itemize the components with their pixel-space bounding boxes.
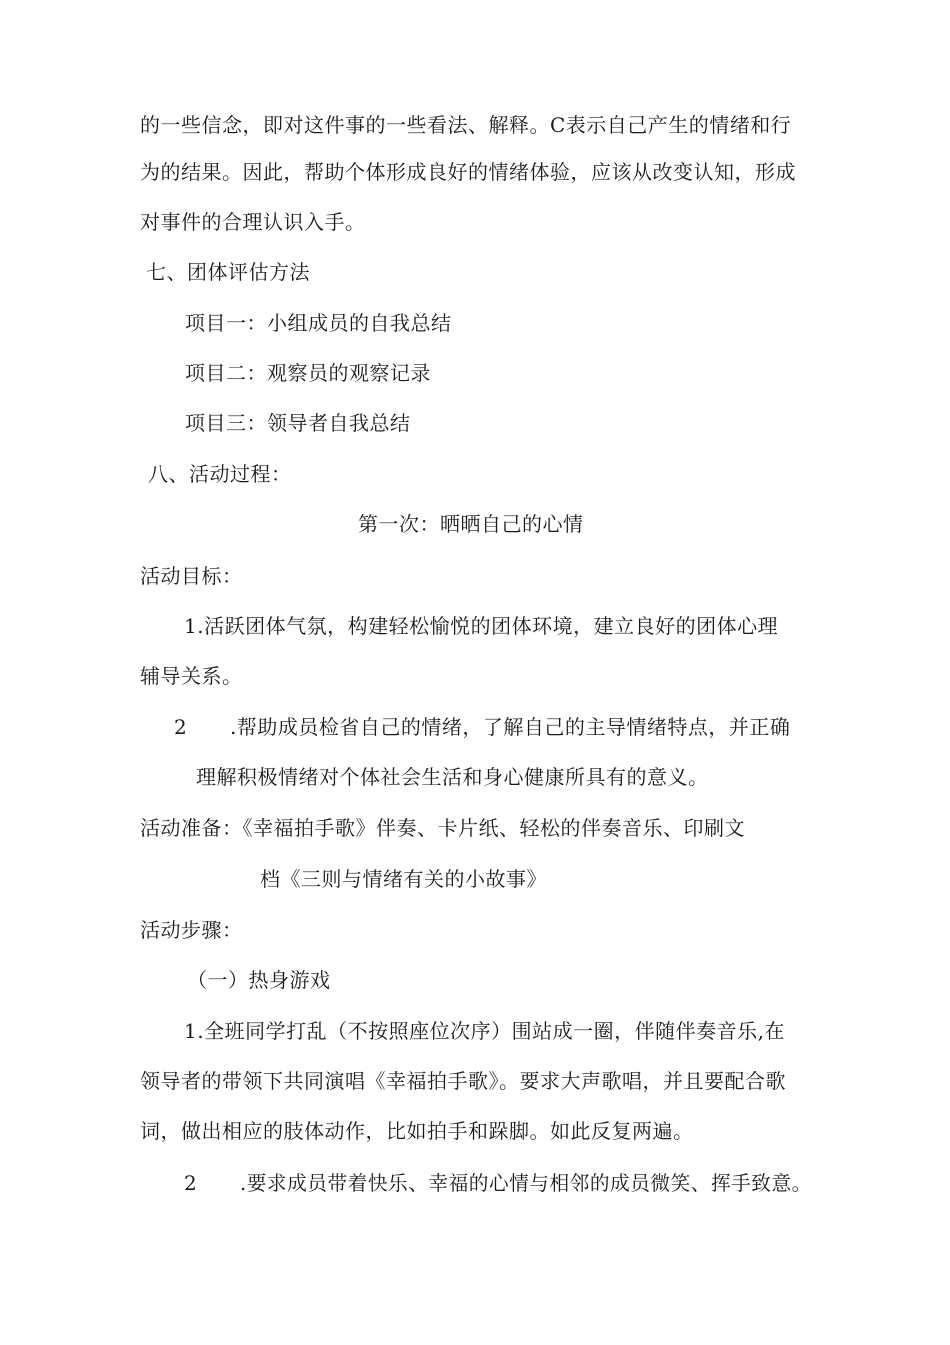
step-1-number: 1 (184, 1019, 198, 1043)
section-heading-evaluation: 七、团体评估方法 (146, 260, 310, 284)
step-2-number: 2 (184, 1171, 198, 1195)
session-title: 第一次：晒晒自己的心情 (358, 512, 584, 536)
step-2-text: .要求成员带着快乐、幸福的心情与相邻的成员微笑、挥手致意。 (240, 1171, 812, 1195)
evaluation-item: 项目二：观察员的观察记录 (185, 361, 431, 385)
goal-1-continuation: 辅导关系。 (140, 664, 243, 688)
section-heading-process: 八、活动过程： (148, 462, 292, 486)
body-text-line: 对事件的合理认识入手。 (140, 210, 366, 234)
goal-1-text: .活跃团体气氛，构建轻松愉悦的团体环境，建立良好的团体心理 (197, 614, 779, 638)
preparation-continuation: 档《三则与情绪有关的小故事》 (260, 867, 547, 891)
step-1-continuation: 词，做出相应的肢体动作，比如拍手和跺脚。如此反复两遍。 (140, 1119, 694, 1143)
evaluation-item: 项目三：领导者自我总结 (185, 411, 411, 435)
body-text-line: 为的结果。因此，帮助个体形成良好的情绪体验，应该从改变认知，形成 (140, 160, 796, 184)
step-1-text: .全班同学打乱（不按照座位次序）围站成一圈，伴随伴奏音乐,在 (197, 1019, 785, 1043)
evaluation-item: 项目一：小组成员的自我总结 (185, 311, 452, 335)
goal-1-number: 1 (184, 614, 198, 638)
body-text-line: 的一些信念，即对这件事的一些看法、解释。C表示自己产生的情绪和行 (140, 113, 792, 137)
warmup-heading: （一）热身游戏 (187, 968, 331, 992)
goal-2-number: 2 (174, 715, 188, 739)
goals-label: 活动目标： (140, 564, 243, 588)
goal-2-continuation: 理解积极情绪对个体社会生活和身心健康所具有的意义。 (196, 765, 709, 789)
goal-1-line (184, 611, 778, 641)
step-1-continuation: 领导者的带领下共同演唱《幸福拍手歌》。要求大声歌唱，并且要配合歌 (140, 1069, 786, 1093)
step-1-line (184, 1016, 785, 1046)
preparation-line: 活动准备：《幸福拍手歌》伴奏、卡片纸、轻松的伴奏音乐、印刷文 (140, 816, 745, 840)
goal-2-text: .帮助成员检省自己的情绪，了解自己的主导情绪特点，并正确 (230, 715, 791, 739)
steps-label: 活动步骤： (140, 918, 243, 942)
